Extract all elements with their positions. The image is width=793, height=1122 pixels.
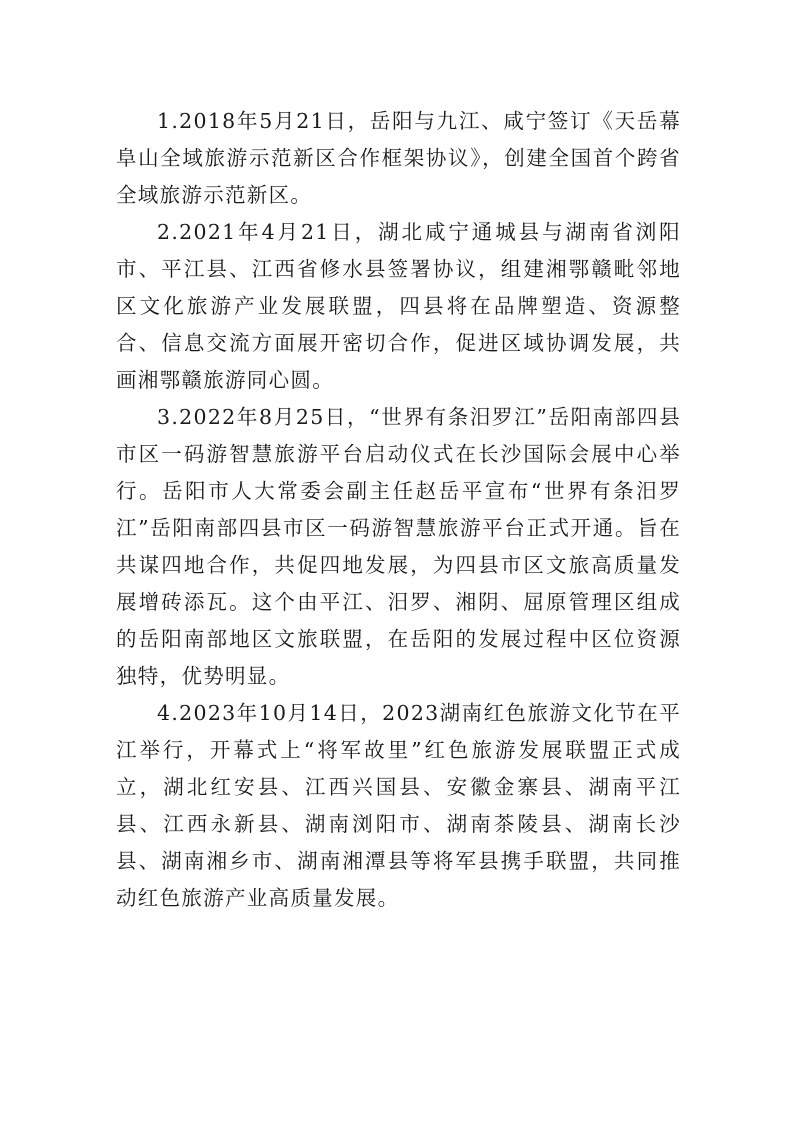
paragraph-3: 3.2022年8月25日，“世界有条汨罗江”岳阳南部四县市区一码游智慧旅游平台启动仪式在长沙国际会展中心举行。岳阳市人大常委会副主任赵岳平宣布“世界有条汨罗江”岳阳南部四县市区一码游智慧旅游平台正式开通。旨在共谋四地合作，共促四地发展，为四县市区文旅高质量发展增砖添瓦。这个由平江、汨罗、湘阴、屈原管理区组成的岳阳南部地区文旅联盟，在岳阳的发展过程中区位资源独特，优势明显。 (116, 405, 681, 688)
paragraph-1: 1.2018年5月21日，岳阳与九江、咸宁签订《天岳幕阜山全域旅游示范新区合作框架协议》，创建全国首个跨省全域旅游示范新区。 (116, 109, 681, 207)
paragraph-2: 2.2021年4月21日，湖北咸宁通城县与湖南省浏阳市、平江县、江西省修水县签署协议，组建湘鄂赣毗邻地区文化旅游产业发展联盟，四县将在品牌塑造、资源整合、信息交流方面展开密切合作，促进区域协调发展，共画湘鄂赣旅游同心圆。 (116, 220, 681, 392)
document-body (116, 103, 681, 917)
paragraph-4: 4.2023年10月14日，2023湖南红色旅游文化节在平江举行，开幕式上“将军故里”红色旅游发展联盟正式成立，湖北红安县、江西兴国县、安徽金寨县、湖南平江县、江西永新县、湖南浏阳市、湖南茶陵县、湖南长沙县、湖南湘乡市、湖南湘潭县等将军县携手联盟，共同推动红色旅游产业高质量发展。 (116, 701, 681, 910)
